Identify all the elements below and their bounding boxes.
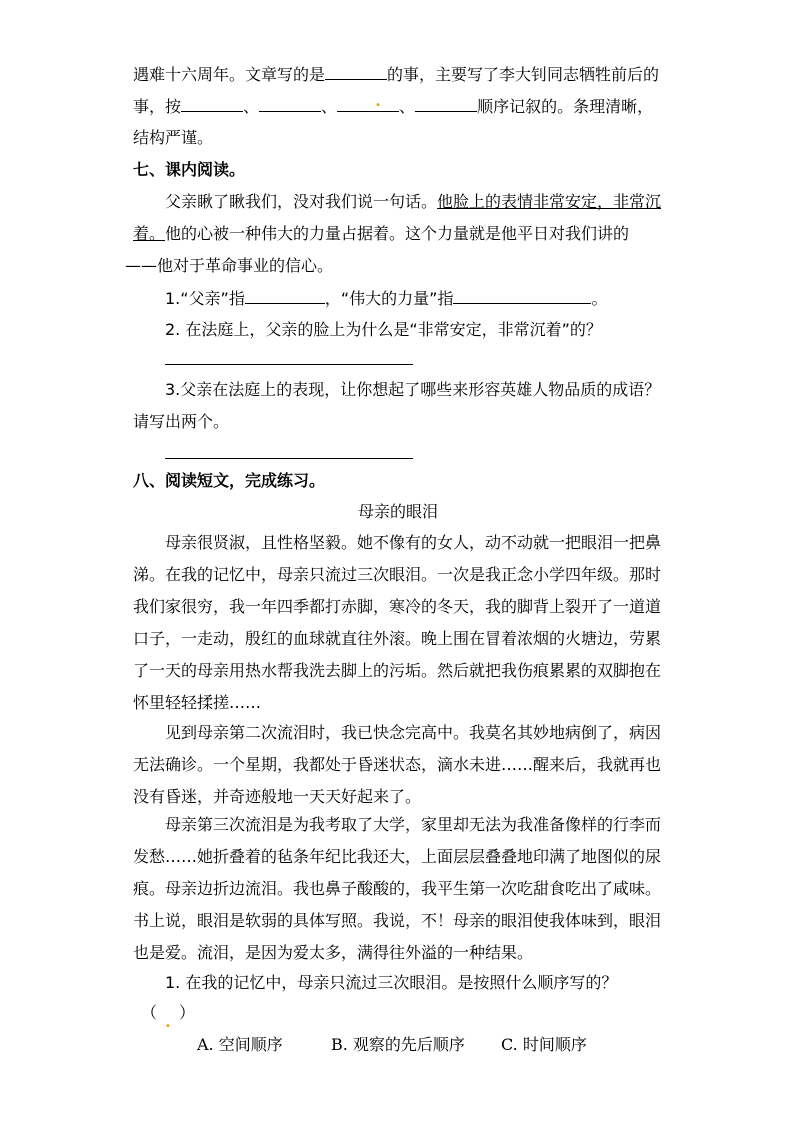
question-text: 。 — [591, 289, 608, 308]
option-c[interactable]: C. 时间顺序 — [501, 1035, 587, 1054]
answer-blank[interactable] — [415, 95, 477, 112]
section6-text: 事，按 — [133, 97, 182, 116]
section6-text: 的事，主要写了李大钊同志牺牲前后的 — [387, 65, 660, 84]
separator: 、 — [321, 97, 338, 116]
separator: 、 — [399, 97, 416, 116]
answer-line[interactable] — [165, 457, 413, 459]
option-a[interactable]: A. 空间顺序 — [197, 1035, 283, 1054]
section7-question2: 2. 在法庭上，父亲的脸上为什么是“非常安定，非常沉着”的？ — [165, 320, 602, 339]
passage-line: 涕。在我的记忆中，母亲只流过三次眼泪。一次是我正念小学四年级。那时 — [133, 565, 662, 584]
section8-heading: 八、阅读短文，完成练习。 — [133, 471, 326, 490]
passage-line: 发愁……她折叠着的毡条年纪比我还大，上面层层叠叠地印满了地图似的尿 — [133, 847, 662, 866]
passage-line: 口子，一走动，殷红的血球就直往外滚。晚上围在冒着浓烟的火塘边，劳累 — [133, 629, 662, 648]
passage-line: 没有昏迷，并奇迹般地一天天好起来了。 — [133, 787, 422, 806]
separator: 、 — [243, 97, 260, 116]
question-text: 1.“父亲”指 — [165, 289, 245, 308]
passage-line: 见到母亲第二次流泪时，我已快念完高中。我莫名其妙地病倒了，病因 — [165, 723, 662, 742]
passage-line: 也是爱。流泪，是因为爱太多，满得往外溢的一种结果。 — [133, 943, 534, 962]
passage-line: 无法确诊。一个星期，我都处于昏迷状态，滴水未进……醒来后，我就再也 — [133, 755, 662, 774]
section7-para-line2 — [133, 223, 629, 245]
answer-blank[interactable] — [337, 95, 399, 112]
mark-dot: • — [375, 100, 381, 111]
section6-line2 — [133, 95, 653, 117]
section7-heading: 七、课内阅读。 — [133, 160, 246, 179]
section7-para-line1 — [165, 191, 661, 213]
answer-blank[interactable] — [259, 95, 321, 112]
passage-line: 我们家很穷，我一年四季都打赤脚，寒冷的冬天，我的脚背上裂开了一道道 — [133, 597, 662, 616]
paren-open: （ — [141, 1003, 158, 1022]
section7-question3-line1: 3.父亲在法庭上的表现，让你想起了哪些来形容英雄人物品质的成语？ — [165, 380, 661, 399]
answer-blank[interactable] — [325, 63, 387, 80]
option-b[interactable]: B. 观察的先后顺序 — [331, 1035, 465, 1054]
answer-blank[interactable] — [181, 95, 243, 112]
section6-text: 顺序记叙的。条理清晰， — [477, 97, 654, 116]
passage-title: 母亲的眼泪 — [357, 502, 438, 521]
passage-line: 痕。母亲边折边流泪。我也鼻子酸酸的，我平生第一次吃甜食吃出了咸味。 — [133, 879, 662, 898]
answer-blank[interactable] — [453, 287, 591, 304]
section7-para-line3: ——他对于革命事业的信心。 — [125, 256, 334, 275]
passage-line: 了一天的母亲用热水帮我洗去脚上的污垢。然后就把我伤痕累累的双脚抱在 — [133, 661, 662, 680]
underlined-text: 着。 — [133, 224, 166, 243]
answer-blank[interactable] — [245, 287, 325, 304]
section6-text: 遇难十六周年。文章写的是 — [133, 65, 326, 84]
passage-line: 母亲第三次流泪是为我考取了大学，家里却无法为我准备像样的行李而 — [165, 815, 662, 834]
question-text: ，“伟大的力量”指 — [324, 289, 454, 308]
paren-close: ） — [179, 1003, 196, 1022]
passage-line: 母亲很贤淑，且性格坚毅。她不像有的女人，动不动就一把眼泪一把鼻 — [165, 533, 662, 552]
passage-line: 书上说，眼泪是软弱的具体写照。我说，不！母亲的眼泪使我体味到，眼泪 — [133, 911, 662, 930]
passage-text: 父亲瞅了瞅我们，没对我们说一句话。 — [165, 192, 438, 211]
passage-line: 怀里轻轻揉搓…… — [133, 693, 262, 712]
section6-line1 — [133, 63, 659, 85]
section6-line3: 结构严谨。 — [133, 128, 214, 147]
answer-line[interactable] — [165, 363, 413, 365]
mark-dot: • — [165, 1021, 171, 1032]
underlined-text: 他脸上的表情非常安定，非常沉 — [437, 192, 662, 211]
passage-text: 他的心被一种伟大的力量占据着。这个力量就是他平日对我们讲的 — [165, 224, 630, 243]
section8-question1: 1. 在我的记忆中，母亲只流过三次眼泪。是按照什么顺序写的？ — [165, 973, 618, 992]
section7-question1 — [165, 287, 607, 309]
section7-question3-line2: 请写出两个。 — [133, 412, 230, 431]
answer-paren[interactable] — [141, 1002, 196, 1032]
